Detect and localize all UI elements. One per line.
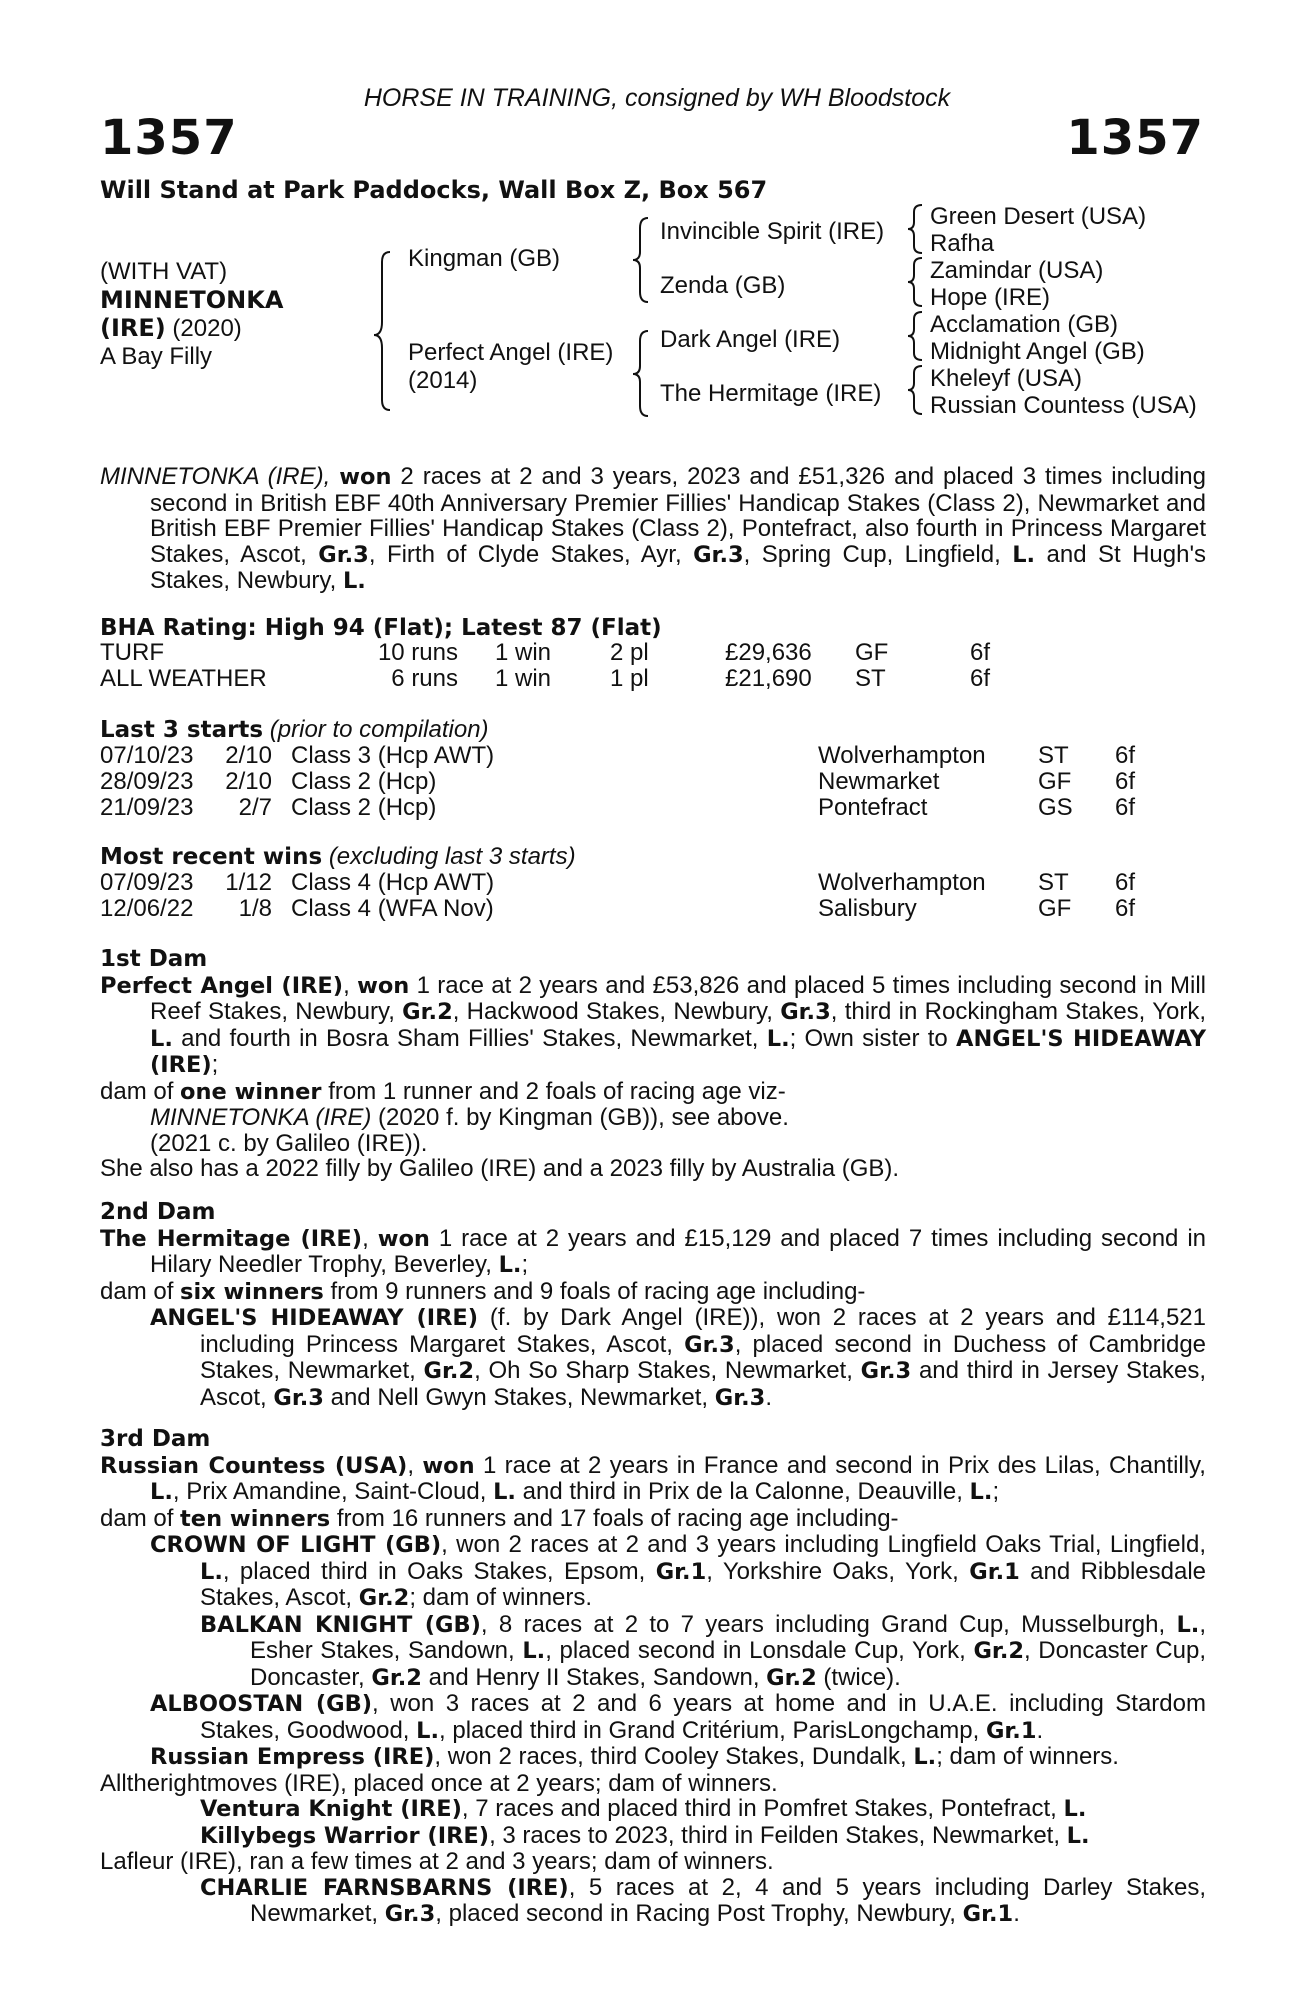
vat-label: (WITH VAT)	[100, 258, 228, 285]
pedigree-g5: Acclamation (GB)	[930, 311, 1119, 338]
recent-win-row: 07/09/23 1/12 Class 4 (Hcp AWT) Wolverhampton ST 6f	[100, 869, 1136, 896]
recent-wins-title: Most recent wins (excluding last 3 starts)	[100, 843, 576, 870]
third-dam-section: 3rd Dam Russian Countess (USA), won 1 race at 2 years in France and second in Prix des Lilas, Chantilly, L., Prix Amandine, Saint-Cloud, L. and third in Prix de la Calonne, Deauville, L.; dam of ten winners from 16 runners and 17 foals of racing age including- CROWN OF LIGHT (GB), won 2 races at 2 and 3 years including Lingfield Oaks Trial, Lingfield, L., placed third in Oaks Stakes, Epsom, Gr.1, Yorkshire Oaks, York, Gr.1 and Ribblesdale Stakes, Ascot, Gr.2; dam of winners. BALKAN KNIGHT (GB), 8 races at 2 to 7 years including Grand Cup, Musselburgh, L., Esher Stakes, Sandown, L., placed second in Lonsdale Cup, York, Gr.2, Doncaster Cup, Doncaster, Gr.2 and Henry II Stakes, Sandown, Gr.2 (twice). ALBOOSTAN (GB), won 3 races at 2 and 6 years at home and in U.A.E. including Stardom Stakes, Goodwood, L., placed third in Grand Critérium, ParisLongchamp, Gr.1. Russian Empress (IRE), won 2 races, third Cooley Stakes, Dundalk, L.; dam of winners. Alltherightmoves (IRE), placed once at 2 years; dam of winners. Ventura Knight (IRE), 7 races and placed third in Pomfret Stakes, Pontefract, L. Killybegs Warrior (IRE), 3 races to 2023, third in Feilden Stakes, Newmarket, L. Lafleur (IRE), ran a few times at 2 and 3 years; dam of winners. CHARLIE FARNSBARNS (IRE), 5 races at 2, 4 and 5 years including Darley Stakes, Newmarket, Gr.3, placed second in Racing Post Trophy, Newbury, Gr.1.	[100, 1426, 1207, 1927]
second-dam-title: 2nd Dam	[100, 1199, 216, 1225]
horse-year: (2020)	[172, 315, 242, 342]
second-dam-section: 2nd Dam The Hermitage (IRE), won 1 race at 2 years and £15,129 and placed 7 times including second in Hilary Needler Trophy, Beverley, L.; dam of six winners from 9 runners and 9 foals of racing age including- ANGEL'S HIDEAWAY (IRE) (f. by Dark Angel (IRE)), won 2 races at 2 years and £114,521 including Princess Margaret Stakes, Ascot, Gr.3, placed second in Duchess of Cambridge Stakes, Newmarket, Gr.2, Oh So Sharp Stakes, Newmarket, Gr.3 and third in Jersey Stakes, Ascot, Gr.3 and Nell Gwyn Stakes, Newmarket, Gr.3.	[100, 1199, 1207, 1411]
lot-number-right: 1357	[1066, 110, 1204, 166]
last-start-row: 07/10/23 2/10 Class 3 (Hcp AWT) Wolverhampton ST 6f	[100, 742, 1136, 769]
rating-row: ALL WEATHER 6 runs 1 win 1 pl £21,690 ST 6f	[100, 665, 991, 692]
pedigree-sire-dam: Zenda (GB)	[660, 272, 786, 299]
last-start-row: 21/09/23 2/7 Class 2 (Hcp) Pontefract GS 6f	[100, 794, 1136, 821]
summary-horse-name: MINNETONKA (IRE),	[100, 463, 331, 490]
first-dam-title: 1st Dam	[100, 946, 208, 972]
stand-location: Will Stand at Park Paddocks, Wall Box Z, Box 567	[100, 176, 768, 204]
pedigree-g1: Green Desert (USA)	[930, 203, 1147, 230]
lot-number-left: 1357	[100, 110, 238, 166]
last-starts-title: Last 3 starts (prior to compilation)	[100, 716, 489, 743]
pedigree-sire-sire: Invincible Spirit (IRE)	[660, 218, 885, 245]
first-dam-section: 1st Dam Perfect Angel (IRE), won 1 race at 2 years and £53,826 and placed 5 times including second in Mill Reef Stakes, Newbury, Gr.2, Hackwood Stakes, Newbury, Gr.3, third in Rockingham Stakes, York, L. and fourth in Bosra Sham Fillies' Stakes, Newmarket, L.; Own sister to ANGEL'S HIDEAWAY (IRE); dam of one winner from 1 runner and 2 foals of racing age viz- MINNETONKA (IRE) (2020 f. by Kingman (GB)), see above. (2021 c. by Galileo (IRE)). She also has a 2022 filly by Galileo (IRE) and a 2023 filly by Australia (GB).	[100, 946, 1207, 1182]
pedigree-sire: Kingman (GB)	[408, 245, 561, 272]
third-dam-title: 3rd Dam	[100, 1426, 211, 1452]
recent-win-row: 12/06/22 1/8 Class 4 (WFA Nov) Salisbury GF 6f	[100, 895, 1136, 922]
pedigree-g2: Rafha	[930, 230, 995, 257]
last-start-row: 28/09/23 2/10 Class 2 (Hcp) Newmarket GF 6f	[100, 768, 1136, 795]
race-summary: MINNETONKA (IRE), won 2 races at 2 and 3 years, 2023 and £51,326 and placed 3 times including second in British EBF 40th Anniversary Premier Fillies' Handicap Stakes (Class 2), Newmarket and British EBF Premier Fillies' Handicap Stakes (Class 2), Pontefract, also fourth in Princess Margaret Stakes, Ascot, Gr.3, Firth of Clyde Stakes, Ayr, Gr.3, Spring Cup, Lingfield, L. and St Hugh's Stakes, Newbury, L.	[100, 463, 1207, 594]
horse-description: A Bay Filly	[100, 343, 213, 370]
consignor-line: HORSE IN TRAINING, consigned by WH Bloodstock	[363, 84, 951, 112]
pedigree-dam-dam: The Hermitage (IRE)	[660, 380, 882, 407]
pedigree-dam	[408, 339, 613, 395]
rating-row: TURF 10 runs 1 win 2 pl £29,636 GF 6f	[100, 639, 991, 666]
horse-country: (IRE)	[100, 314, 166, 342]
pedigree-dam-year: (2014)	[408, 367, 478, 394]
pedigree-g6: Midnight Angel (GB)	[930, 338, 1145, 365]
pedigree-g7: Kheleyf (USA)	[930, 365, 1083, 392]
pedigree-dam-sire: Dark Angel (IRE)	[660, 326, 841, 353]
pedigree-g4: Hope (IRE)	[930, 284, 1051, 311]
pedigree-g3: Zamindar (USA)	[930, 257, 1104, 284]
pedigree-dam-name: Perfect Angel (IRE)	[408, 339, 614, 366]
pedigree-g8: Russian Countess (USA)	[930, 392, 1197, 419]
rating-title: BHA Rating: High 94 (Flat); Latest 87 (Flat)	[100, 615, 662, 641]
horse-name: MINNETONKA	[100, 286, 284, 314]
